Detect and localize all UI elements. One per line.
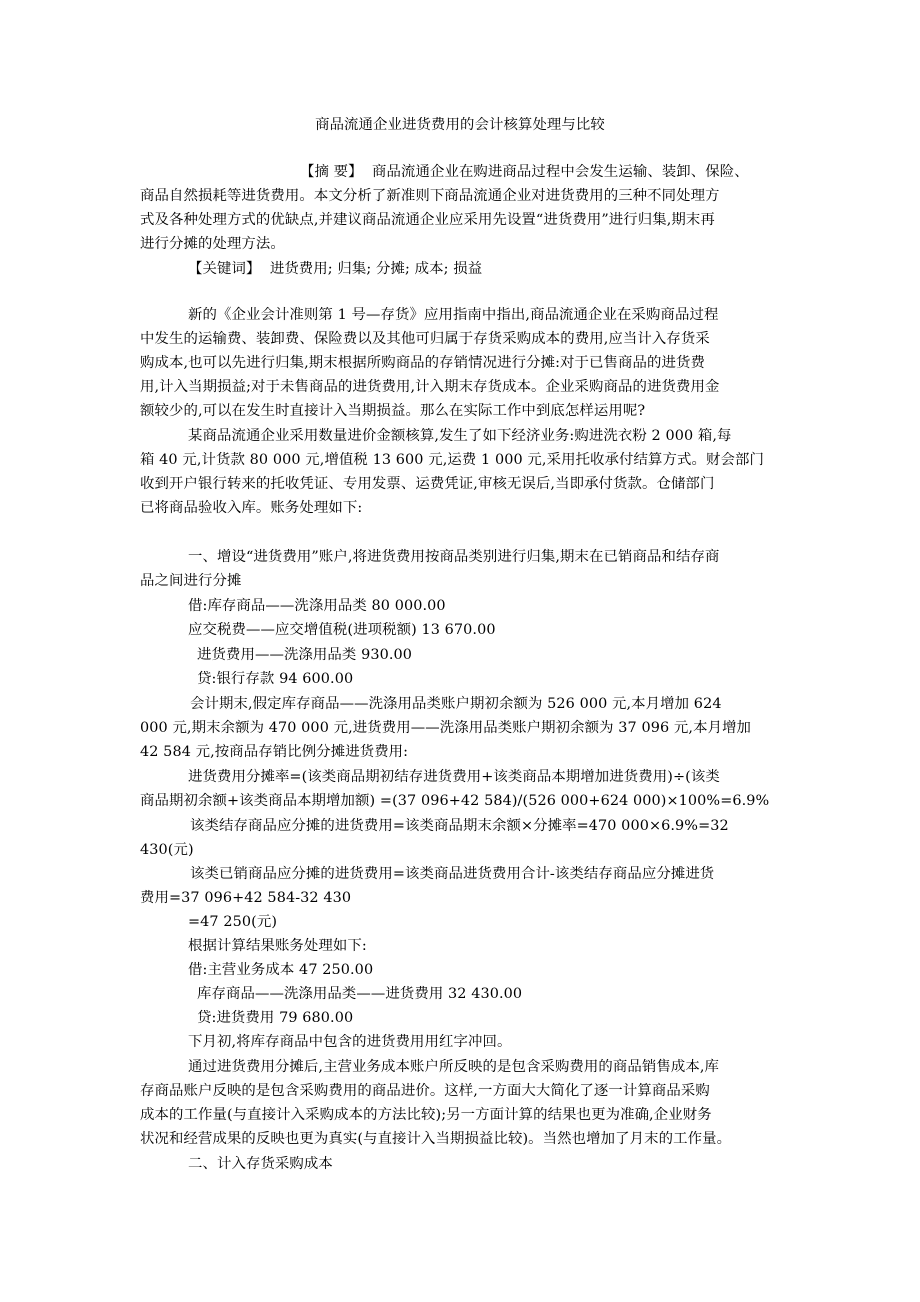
paragraph-4-line: 通过进货费用分摊后,主营业务成本账户所反映的是包含采购费用的商品销售成本,库	[188, 1059, 720, 1075]
formula-line: 该类结存商品应分摊的进货费用=该类商品期末余额×分摊率=470 000×6.9%=32	[190, 818, 729, 834]
paragraph-3-line: 42 584 元,按商品存销比例分摊进货费用:	[140, 744, 409, 760]
keywords-text: 进货费用; 归集; 分摊; 成本; 损益	[269, 261, 483, 277]
journal-entry-line: 进货费用——洗涤用品类 930.00	[197, 647, 413, 663]
journal-entry-line: 库存商品——洗涤用品类——进货费用 32 430.00	[197, 986, 523, 1002]
formula-line: 该类已销商品应分摊的进货费用=该类商品进货费用合计-该类结存商品应分摊进货	[190, 866, 715, 882]
keywords-label: 【关键词】	[188, 261, 261, 277]
journal-entry-line: 借:主营业务成本 47 250.00	[188, 962, 374, 978]
section-1-heading: 一、增设“进货费用”账户,将进货费用按商品类别进行归集,期末在已销商品和结存商	[188, 549, 720, 565]
paragraph-1-line: 新的《企业会计准则第 1 号—存货》应用指南中指出,商品流通企业在采购商品过程	[188, 307, 719, 323]
formula-line: 商品期初余额+该类商品本期增加额) =(37 096+42 584)/(526 000+624 000)×100%=6.9%	[140, 793, 770, 809]
journal-entry-line: 根据计算结果账务处理如下:	[188, 938, 367, 954]
paragraph-2-line: 某商品流通企业采用数量进价金额核算,发生了如下经济业务:购进洗衣粉 2 000 箱,每	[188, 428, 732, 444]
abstract-label: 【摘 要】	[300, 164, 363, 180]
paragraph-4-line: 状况和经营成果的反映也更为真实(与直接计入当期损益比较)。当然也增加了月末的工作量。	[140, 1131, 732, 1147]
paragraph-4-line: 存商品账户反映的是包含采购费用的商品进价。这样,一方面大大简化了逐一计算商品采购	[140, 1083, 710, 1099]
journal-entry-line: 借:库存商品——洗涤用品类 80 000.00	[188, 598, 446, 614]
section-2-heading: 二、计入存货采购成本	[188, 1156, 333, 1172]
section-1-heading: 品之间进行分摊	[140, 573, 242, 589]
paragraph-1-line: 中发生的运输费、装卸费、保险费以及其他可归属于存货采购成本的费用,应当计入存货采	[140, 331, 710, 347]
journal-entry-line: 贷:银行存款 94 600.00	[197, 671, 354, 687]
paragraph-2-line: 已将商品验收入库。账务处理如下:	[140, 500, 363, 516]
keywords-line	[188, 257, 482, 281]
paragraph-3-line: 会计期末,假定库存商品——洗涤用品类账户期初余额为 526 000 元,本月增加 624	[190, 696, 722, 712]
formula-line: 进货费用分摊率=(该类商品期初结存进货费用+该类商品本期增加进货费用)÷(该类	[188, 769, 720, 785]
journal-entry-line: 贷:进货费用 79 680.00	[197, 1010, 354, 1026]
formula-line: =47 250(元)	[188, 914, 278, 930]
abstract-line-1	[300, 160, 749, 184]
paragraph-1-line: 用,计入当期损益;对于未售商品的进货费用,计入期末存货成本。企业采购商品的进货费用金	[140, 379, 720, 395]
formula-line: 费用=37 096+42 584-32 430	[140, 890, 352, 906]
abstract-line-3: 式及各种处理方式的优缺点,并建议商品流通企业应采用先设置“进货费用”进行归集,期末再	[140, 212, 715, 228]
journal-entry-line: 应交税费——应交增值税(进项税额) 13 670.00	[188, 622, 496, 638]
formula-line: 430(元)	[140, 842, 194, 858]
paragraph-3-line: 000 元,期末余额为 470 000 元,进货费用——洗涤用品类账户期初余额为 37 096 元,本月增加	[140, 720, 752, 736]
abstract-line-4: 进行分摊的处理方法。	[140, 236, 285, 252]
paragraph-2-line: 箱 40 元,计货款 80 000 元,增值税 13 600 元,运费 1 000 元,采用托收承付结算方式。财会部门	[140, 452, 764, 468]
abstract-line-2: 商品自然损耗等进货费用。本文分析了新准则下商品流通企业对进货费用的三种不同处理方	[140, 188, 720, 204]
paragraph-1-line: 额较少的,可以在发生时直接计入当期损益。那么在实际工作中到底怎样运用呢?	[140, 403, 646, 419]
paragraph-2-line: 收到开户银行转来的托收凭证、专用发票、运费凭证,审核无误后,当即承付货款。仓储部门	[140, 476, 715, 492]
journal-entry-line: 下月初,将库存商品中包含的进货费用用红字冲回。	[188, 1034, 512, 1050]
paragraph-1-line: 购成本,也可以先进行归集,期末根据所购商品的存销情况进行分摊:对于已售商品的进货费	[140, 355, 705, 371]
paragraph-4-line: 成本的工作量(与直接计入采购成本的方法比较);另一方面计算的结果也更为准确,企业财务	[140, 1107, 712, 1123]
abstract-text-1: 商品流通企业在购进商品过程中会发生运输、装卸、保险、	[372, 164, 749, 180]
document-title: 商品流通企业进货费用的会计核算处理与比较	[315, 117, 605, 133]
